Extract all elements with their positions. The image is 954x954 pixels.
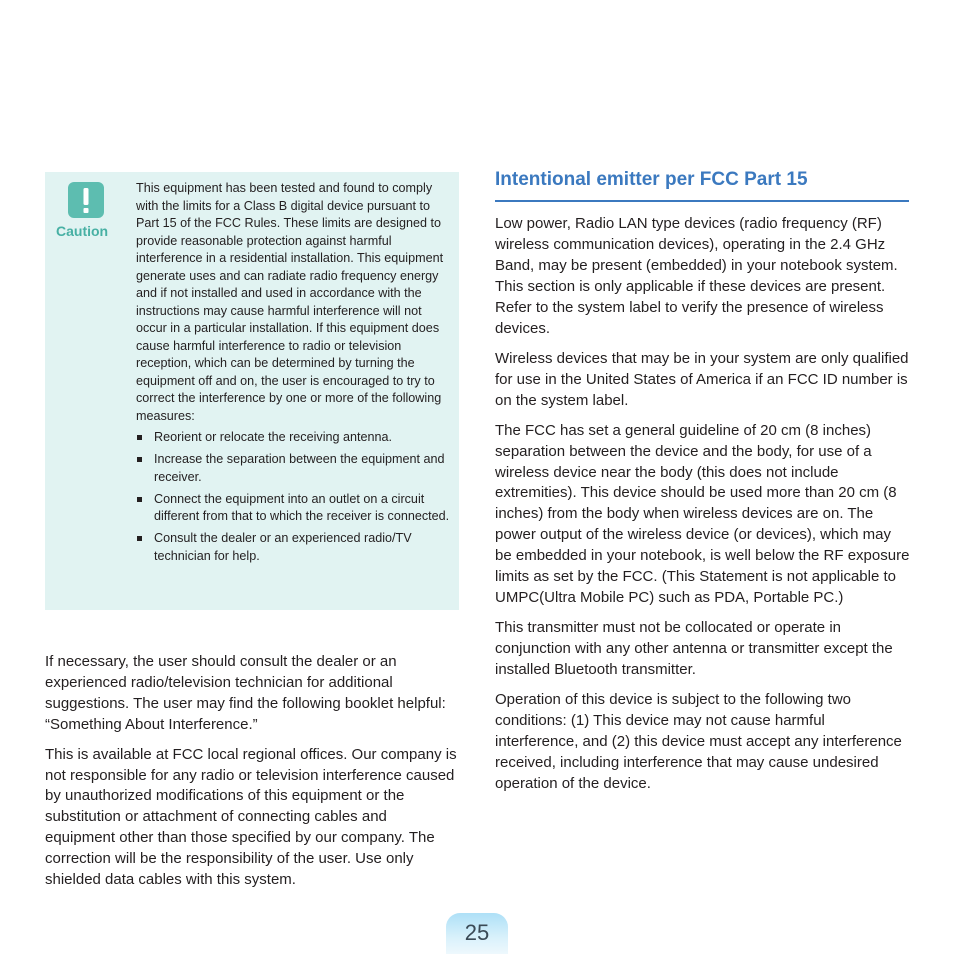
caution-label: Caution [56,223,109,239]
page-number: 25 [446,913,508,954]
list-item [136,451,452,486]
bullet-icon [137,435,142,440]
body-paragraph: This is available at FCC local regional offices. Our company is not responsible for any radio or television interference caused by unauthorized modifications of this equipment or the substitution or attachment of connecting cables and equipment other than those specified by our company. The correction will be the responsibility of the user. Use only shielded data cables with this system. [45,745,457,889]
measure-text: Connect the equipment into an outlet on a circuit different from that to which the receiver is connected. [154,491,450,523]
measure-text: Reorient or relocate the receiving antenna. [154,430,393,444]
bullet-icon [137,497,142,502]
measure-text: Consult the dealer or an experienced radio/TV technician for help. [154,531,412,563]
list-item [136,429,452,447]
body-paragraph: If necessary, the user should consult the dealer or an experienced radio/television technician for additional suggestions. The user may find the following booklet helpful: “Something About Interference.” [45,653,446,733]
list-item [136,491,452,526]
body-paragraph: This transmitter must not be collocated or operate in conjunction with any other antenna or transmitter except the installed Bluetooth transmitter. [495,619,893,679]
measure-text: Increase the separation between the equipment and receiver. [154,452,445,484]
caution-intro: This equipment has been tested and found to comply with the limits for a Class B digital device pursuant to Part 15 of the FCC Rules. These limits are designed to provide reasonable protection against harmful interference in a residential installation. This equipment generate uses and can radiate radio frequency energy and if not installed and used in accordance with the instructions may cause harmful interference will not occur in a particular installation. If this equipment does cause harmful interference to radio or television reception, which can be determined by turning the equipment off and on, the user is encouraged to try to correct the interference by one or more of the following measures: [136,181,444,423]
list-item [136,530,452,565]
left-column-body [45,652,457,900]
right-column-body [495,214,911,804]
section-title: Intentional emitter per FCC Part 15 [495,168,909,202]
body-paragraph: The FCC has set a general guideline of 20 cm (8 inches) separation between the device and the body, for use of a wireless device near the body (this does not include extremities). This device should be used more than 20 cm (8 inches) from the body when wireless devices are on. The power output of the wireless device (or devices), which may be embedded in your notebook, is well below the RF exposure limits as set by the FCC. (This Statement is not applicable to UMPC(Ultra Mobile PC) such as PDA, Portable PC.) [495,421,910,606]
body-paragraph: Operation of this device is subject to the following two conditions: (1) This device may not cause harmful interference, and (2) this device must accept any interference received, including interference that may cause undesired operation of the device. [495,691,902,792]
bullet-icon [137,536,142,541]
caution-measures-list [136,429,452,565]
body-paragraph: Wireless devices that may be in your system are only qualified for use in the United States of America if an FCC ID number is on the system label. [495,349,909,409]
caution-text [136,180,452,570]
exclamation-icon [68,182,104,218]
bullet-icon [137,457,142,462]
body-paragraph: Low power, Radio LAN type devices (radio frequency (RF) wireless communication devices), operating in the 2.4 GHz Band, may be present (embedded) in your notebook system. This section is only applicable if these devices are present. Refer to the system label to verify the presence of wireless devices. [495,215,898,337]
